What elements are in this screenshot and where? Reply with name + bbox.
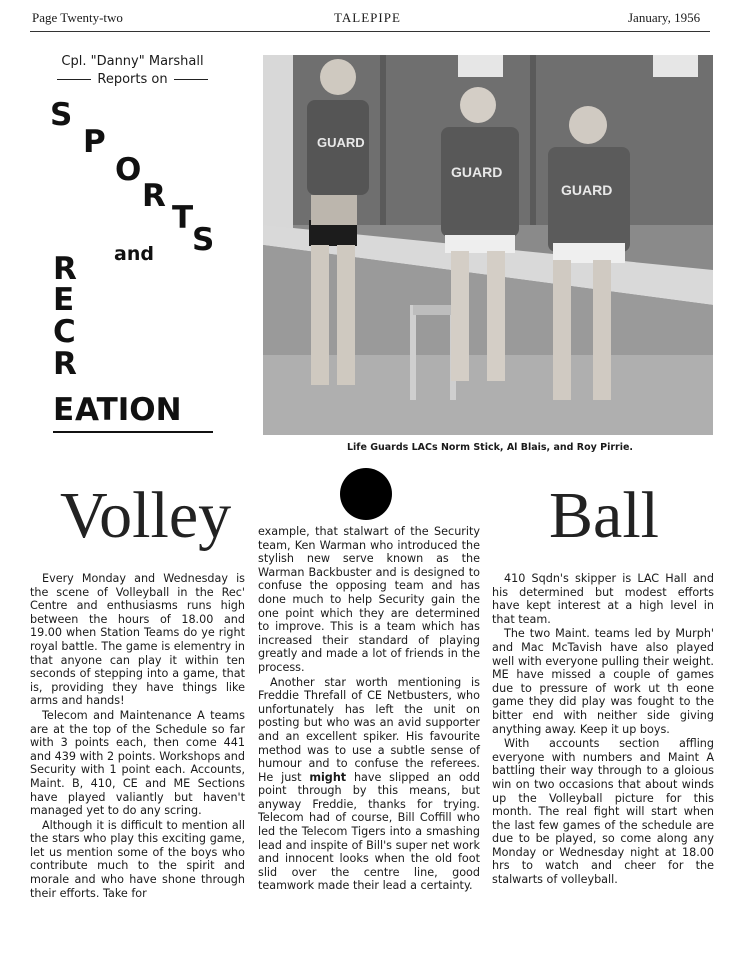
paragraph: Although it is difficult to mention all the stars who play this exciting game, let us mention some of the boys who contribute much to the spirit and morale and who have shone through their efforts. Take for <box>30 818 245 900</box>
emphasis-might: might <box>309 770 347 784</box>
shirt-text: GUARD <box>317 135 365 150</box>
headline-letter: P <box>83 124 106 160</box>
headline-letter: E <box>53 392 75 428</box>
headline-letter: S <box>192 222 215 258</box>
headline-letter: C <box>53 314 76 350</box>
article-column-1 <box>30 572 245 901</box>
article-column-3 <box>492 572 714 888</box>
paragraph: example, that stalwart of the Security team, Ken Warman who introduced the stylish new serve known as the Warman Backbuster and is designed to confuse the opposing team and has done much to help Security gain the one point which they are determined to improve. This is a team which has increased their standard of playing greatly and made a lot of friends in the process. <box>258 525 480 674</box>
title-ball: Ball <box>549 479 659 552</box>
headline-and: and <box>114 243 154 265</box>
header-rule <box>30 31 710 32</box>
page-number: Page Twenty-two <box>32 10 123 25</box>
byline-author: Cpl. "Danny" Marshall <box>61 54 204 69</box>
headline-ation: ATION <box>75 392 182 428</box>
article-column-2 <box>258 525 480 894</box>
paragraph: Another star worth mentioning is Freddie Threfall of CE Netbusters, who unfortunately has left the unit on posting but who was an avid supporter and an excellent spiker. His favourite method was to use a subtle sense of humour and to confuse the referees. He just might have slipped an odd point through by this means, but anyway Freddie, thanks for trying. Telecom had of course, Bill Coffill who led the Telecom Tigers into a smashing lead and inspite of Bill's super net work and innocent looks when the old foot slid over the centre line, good teamwork made their lead a certainty. <box>258 675 480 893</box>
headline-letter: R <box>53 251 77 287</box>
paragraph: With accounts section affling everyone with numbers and Maint A battling their way through to a gloious win on two occasions that about winds up the Volleyball picture for this month. The real fight will start when the last few games of the schedule are due to be played, so come along any Monday or Wednesday night at 18.00 hrs to watch and cheer for the stalwarts of volleyball. <box>492 737 714 887</box>
shirt-text: GUARD <box>451 164 503 180</box>
shirt-text: GUARD <box>561 182 613 198</box>
paragraph: The two Maint. teams led by Murph' and Mac McTavish have also played well with everyone pulling their weight. ME have missed a couple of games due to pressure of work ut th eone game they did play was fought to the bitter end with neither side giving anything away. Keep it up boys. <box>492 627 714 736</box>
headline-letter: O <box>115 152 142 188</box>
lifeguards-photo <box>263 55 713 435</box>
byline-dash-right <box>174 79 208 80</box>
publication-title: TALEPIPE <box>334 10 401 25</box>
headline-letter: R <box>53 346 77 382</box>
title-volley: Volley <box>60 479 232 552</box>
headline-letter: R <box>142 178 166 214</box>
byline-reports-on: Reports on <box>40 72 225 87</box>
headline-letter: T <box>172 200 194 236</box>
paragraph: Telecom and Maintenance A teams are at the top of the Schedule so far with 3 points each, then come 441 and 439 with 2 points. Workshops and Security with 1 point each. Accounts, Maint. B, 410, CE and ME Sections have played valiantly but haven't managed yet to do any scring. <box>30 708 245 818</box>
title-dot <box>340 468 392 520</box>
headline-letter: S <box>50 97 73 133</box>
headline-letter: E <box>53 282 75 318</box>
paragraph: Every Monday and Wednesday is the scene of Volleyball in the Rec' Centre and enthusiasms runs high between the hours of 18.00 and 19.00 when Station Teams do ye right royal battle. The game is elementry in that anyone can play it within ten seconds of stepping into a game, that is, providing they have things like arms and hands! <box>30 572 245 708</box>
headline-underline <box>53 431 213 433</box>
issue-date: January, 1956 <box>628 10 701 25</box>
photo-caption: Life Guards LACs Norm Stick, Al Blais, and Roy Pirrie. <box>347 442 633 453</box>
paragraph: 410 Sqdn's skipper is LAC Hall and his determined but modest efforts have kept interest at a high level in that team. <box>492 572 714 626</box>
byline-dash-left <box>57 79 91 80</box>
